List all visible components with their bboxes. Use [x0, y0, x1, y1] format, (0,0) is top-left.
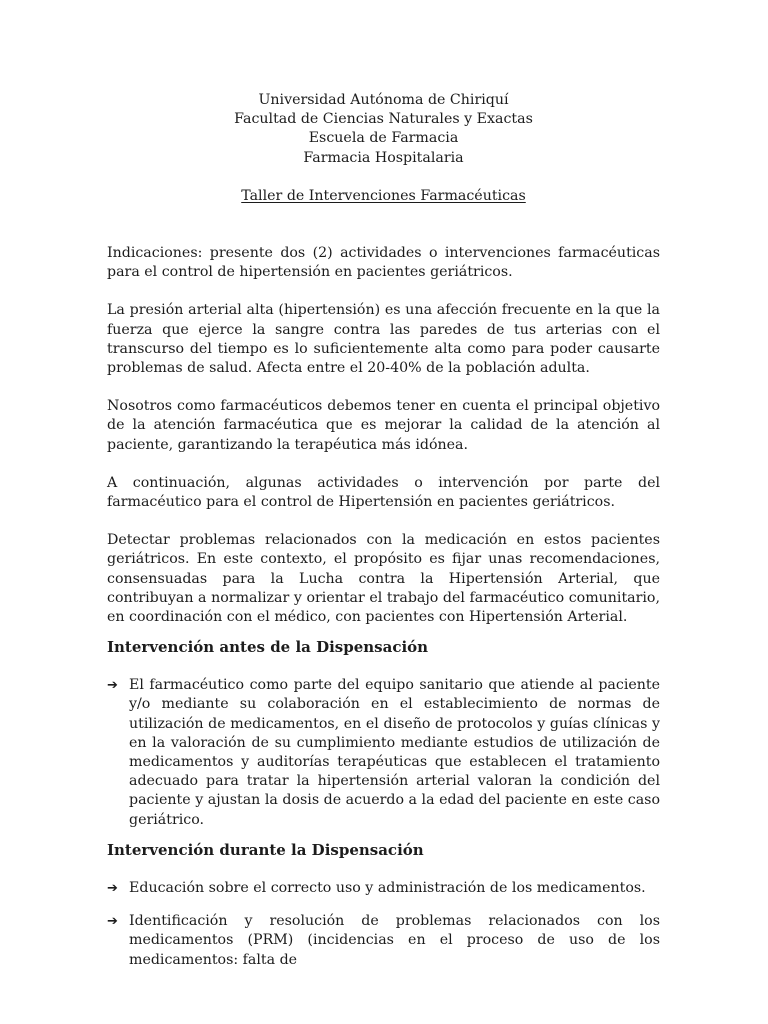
school-name: Escuela de Farmacia — [308, 130, 459, 147]
arrow-right-icon: ➔ — [107, 914, 118, 930]
arrow-right-icon: ➔ — [107, 880, 118, 896]
list-item — [107, 912, 660, 970]
document-header — [107, 91, 660, 206]
university-name: Universidad Autónoma de Chiriquí — [258, 92, 509, 108]
list-item — [107, 676, 660, 830]
document-page — [107, 91, 660, 970]
hypertension-definition-paragraph: La presión arterial alta (hipertensión) es una afección frecuente en la que la fuerza que ejerce la sangre contra las paredes de tus arterias con el transcurso del tiempo es lo suficientemente alta como para poder causarte problemas de salud. Afecta entre el 20-40% de la población adulta. — [107, 302, 660, 377]
instructions-paragraph: Indicaciones: presente dos (2) actividades o intervenciones farmacéuticas para el control de hipertensión en pacientes geriátricos. — [107, 245, 660, 281]
detection-paragraph: Detectar problemas relacionados con la medicación en estos pacientes geriátricos. En este contexto, el propósito es fijar unas recomendaciones, consensuadas para la Lucha contra la Hipertensión Arterial, que contribuyan a normalizar y orientar el trabajo del farmacéutico comunitario, en coordinación con el médico, con pacientes con Hipertensión Arterial. — [107, 532, 660, 626]
before-dispensation-list — [107, 676, 660, 830]
course-name: Farmacia Hospitalaria — [303, 149, 464, 166]
document-title-text: Taller de Intervenciones Farmacéuticas — [241, 187, 526, 204]
pharmacist-objective-paragraph: Nosotros como farmacéuticos debemos tener en cuenta el principal objetivo de la atención farmacéutica que es mejorar la calidad de la atención al paciente, garantizando la terapéutica más idónea. — [107, 398, 660, 453]
document-title — [107, 187, 660, 206]
activities-intro-paragraph: A continuación, algunas actividades o intervención por parte del farmacéutico para el control de Hipertensión en pacientes geriátricos. — [107, 474, 660, 511]
arrow-right-icon: ➔ — [107, 678, 118, 694]
list-item — [107, 879, 660, 898]
faculty-name: Facultad de Ciencias Naturales y Exactas — [234, 111, 533, 128]
during-dispensation-list — [107, 879, 660, 970]
list-item-text: El farmacéutico como parte del equipo sanitario que atiende al paciente y/o mediante su colaboración en el establecimiento de normas de utilización de medicamentos, en el diseño de protocolos y guías clínicas y en la valoración de su cumplimiento mediante estudios de utilización de medicamentos y auditorías terapéuticas que establecen el tratamiento adecuado para tratar la hipertensión arterial valoran la condición del paciente y ajustan la dosis de acuerdo a la edad del paciente en este caso geriátrico. — [129, 677, 660, 828]
list-item-text: Educación sobre el correcto uso y administración de los medicamentos. — [129, 879, 646, 896]
section-heading-before: Intervención antes de la Dispensación — [107, 638, 429, 657]
list-item-text: Identificación y resolución de problemas relacionados con los medicamentos (PRM) (incidencias en el proceso de uso de los medicamentos: falta de — [129, 913, 660, 968]
section-heading-during: Intervención durante la Dispensación — [107, 840, 424, 859]
